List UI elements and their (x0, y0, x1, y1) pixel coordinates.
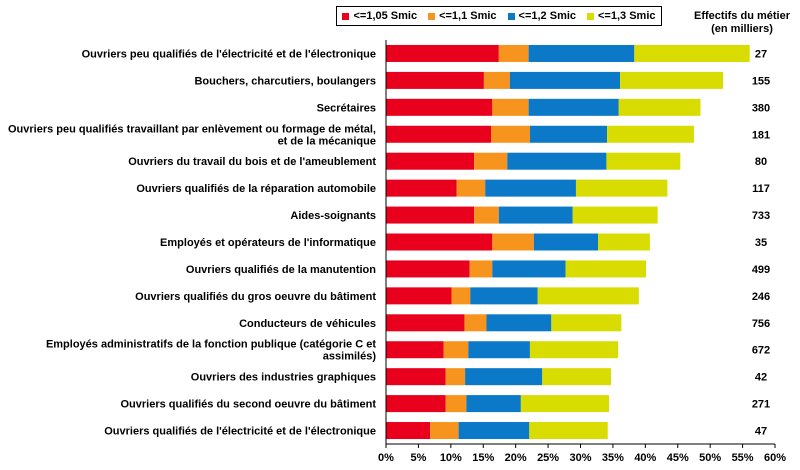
bar-segment (620, 72, 723, 89)
category-label: Conducteurs de véhicules (239, 317, 376, 330)
bar-segment (386, 45, 499, 62)
bar-segment (386, 314, 464, 331)
bar-segment (386, 207, 474, 224)
category-label: assimilés) (322, 350, 376, 363)
bar-segment (551, 314, 621, 331)
bar-segment (470, 287, 537, 304)
bar-segment (474, 153, 507, 170)
bar-segment (529, 45, 635, 62)
x-tick-label: 10% (439, 452, 462, 464)
bar-segment (386, 153, 474, 170)
x-tick-label: 60% (763, 452, 787, 464)
bar-segment (492, 99, 528, 116)
legend-label: <=1,1 Smic (439, 10, 497, 22)
bar-segment (474, 207, 499, 224)
bar-segment (386, 341, 444, 358)
bar-segment (485, 180, 576, 197)
bar-segment (430, 422, 459, 439)
category-label: Bouchers, charcutiers, boulangers (194, 75, 376, 88)
x-tick-label: 45% (666, 452, 689, 464)
effectifs-title-line: Effectifs du métier (694, 10, 790, 22)
effectif-value: 246 (751, 290, 771, 303)
x-tick-label: 55% (731, 452, 754, 464)
effectif-value: 80 (754, 156, 768, 169)
category-label: et de la mécanique (277, 135, 376, 148)
bar-segment (530, 341, 618, 358)
category-label: Ouvriers qualifiés de la réparation automobile (136, 183, 376, 196)
bar-segment (573, 207, 658, 224)
bar-segment (499, 207, 573, 224)
legend-label: <=1,2 Smic (518, 10, 577, 22)
bar-segment (464, 314, 486, 331)
x-tick-label: 25% (537, 452, 560, 464)
category-label: Ouvriers du travail du bois et de l'ameublement (128, 156, 376, 169)
category-label: Ouvriers qualifiés de l'électricité et de l'électronique (104, 425, 376, 438)
category-label: Ouvriers peu qualifiés travaillant par enlèvement ou formage de métal, (7, 123, 376, 136)
category-label: Ouvriers qualifiés du second oeuvre du bâtiment (120, 398, 376, 411)
bar-segment (538, 287, 639, 304)
bar-segment (619, 99, 701, 116)
bar-segment (386, 260, 470, 277)
effectifs-title-line: (en milliers) (711, 23, 773, 35)
bar-segment (529, 99, 619, 116)
bar-segment (499, 45, 529, 62)
category-label: Ouvriers qualifiés du gros oeuvre du bâtiment (135, 290, 376, 303)
bar-segment (542, 368, 611, 385)
x-tick-label: 50% (699, 452, 722, 464)
bar-segment (484, 72, 510, 89)
category-label: Secrétaires (316, 102, 376, 115)
effectif-value: 672 (751, 344, 771, 357)
bar-segment (492, 234, 533, 251)
category-label: Employés et opérateurs de l'informatique (160, 237, 376, 249)
effectif-value: 155 (751, 75, 771, 88)
category-label: Ouvriers qualifiés de la manutention (185, 263, 376, 276)
effectif-value: 756 (751, 317, 771, 330)
bar-segment (386, 368, 446, 385)
bar-segment (521, 395, 609, 412)
bar-segment (466, 395, 520, 412)
effectif-value: 271 (751, 398, 771, 411)
effectif-value: 499 (751, 263, 771, 276)
effectif-value: 117 (752, 183, 770, 196)
effectif-value: 47 (754, 425, 768, 438)
bar-segment (598, 234, 650, 251)
bar-segment (386, 234, 492, 251)
bar-segment (634, 45, 749, 62)
bar-segment (534, 234, 598, 251)
bar-segment (576, 180, 667, 197)
x-tick-label: 0% (378, 452, 394, 464)
legend-label: <=1,3 Smic (598, 10, 656, 22)
bar-segment (529, 422, 607, 439)
bar-segment (386, 99, 492, 116)
bar-segment (386, 395, 446, 412)
bar-segment (451, 287, 470, 304)
category-label: Ouvriers peu qualifiés de l'électricité et de l'électronique (81, 48, 376, 61)
legend-label: <=1,05 Smic (353, 10, 418, 22)
bar-segment (386, 72, 484, 89)
bar-segment (566, 260, 646, 277)
x-tick-label: 15% (472, 452, 495, 464)
bar-segment (530, 126, 607, 143)
bar-segment (446, 395, 467, 412)
bar-segment (492, 260, 565, 277)
x-tick-label: 30% (569, 452, 592, 464)
effectif-value: 42 (754, 371, 768, 384)
bar-segment (386, 126, 491, 143)
effectif-value: 181 (751, 129, 771, 142)
x-tick-label: 5% (410, 452, 427, 464)
bar-segment (446, 368, 465, 385)
bar-segment (606, 153, 680, 170)
effectif-value: 35 (754, 237, 768, 249)
bar-segment (470, 260, 493, 277)
bar-segment (468, 341, 530, 358)
effectif-value: 380 (751, 102, 771, 115)
bar-segment (386, 180, 457, 197)
bar-segment (507, 153, 606, 170)
x-tick-label: 40% (634, 452, 657, 464)
bar-segment (491, 126, 530, 143)
bar-segment (510, 72, 620, 89)
bar-segment (386, 422, 430, 439)
bar-segment (607, 126, 694, 143)
x-tick-label: 35% (601, 452, 624, 464)
category-label: Ouvriers des industries graphiques (190, 371, 376, 384)
category-label: Employés administratifs de la fonction publique (catégorie C et (45, 338, 376, 351)
bar-segment (465, 368, 542, 385)
bar-segment (386, 287, 451, 304)
bar-segment (459, 422, 530, 439)
x-tick-label: 20% (504, 452, 527, 464)
bar-segment (486, 314, 551, 331)
category-label: Aides-soignants (290, 210, 376, 223)
effectif-value: 733 (751, 210, 771, 223)
effectif-value: 27 (754, 48, 768, 61)
bar-segment (444, 341, 469, 358)
bar-segment (457, 180, 486, 197)
